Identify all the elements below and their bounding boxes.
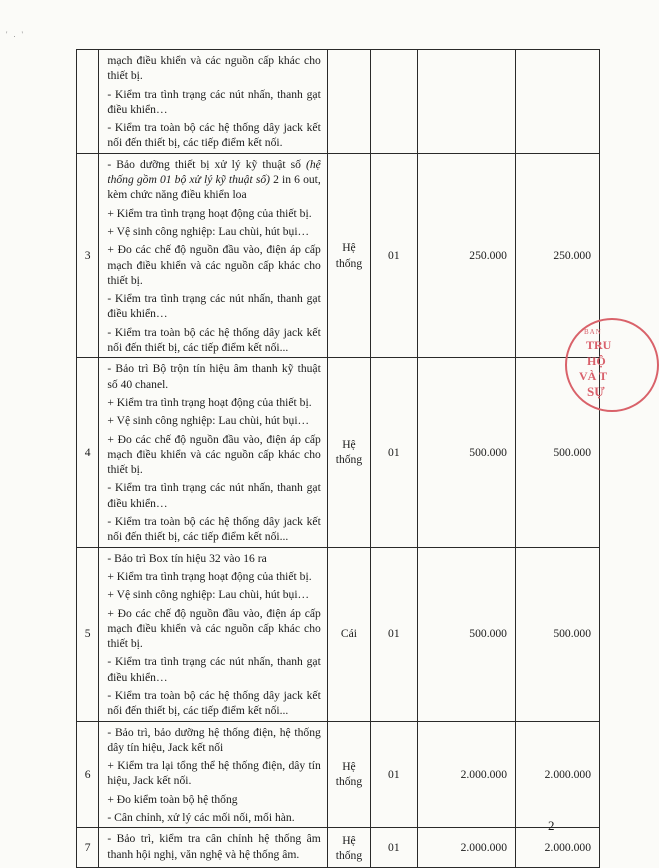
row-content bbox=[99, 50, 327, 154]
row-qty: 01 bbox=[371, 828, 417, 868]
intro-rest-text: 2 in 6 out, kèm chức năng điều khiển loa bbox=[107, 173, 321, 202]
content-line: - Bảo trì, kiểm tra cân chỉnh hệ thống âm thanh hội nghị, văn nghệ và hệ thống âm. bbox=[107, 832, 321, 861]
content-line: + Đo các chế độ nguồn đầu vào, điện áp cấp mạch điều khiển và các nguồn cấp khác cho thiết bị. bbox=[107, 606, 321, 651]
row-content bbox=[99, 721, 327, 828]
content-line: - Cân chỉnh, xử lý các mối nối, mối hàn. bbox=[107, 811, 295, 825]
row-total: 500.000 bbox=[515, 547, 599, 721]
row-qty: 01 bbox=[371, 358, 417, 547]
row-price bbox=[417, 50, 515, 154]
row-content bbox=[99, 153, 327, 358]
content-line: + Kiểm tra lại tổng thể hệ thống điện, dây tín hiệu, Jack kết nối. bbox=[107, 759, 321, 788]
content-line: + Vệ sinh công nghiệp: Lau chùi, hút bụi… bbox=[107, 224, 310, 238]
row-unit: Cái bbox=[327, 547, 370, 721]
row-price: 2.000.000 bbox=[417, 721, 515, 828]
row-qty: 01 bbox=[371, 721, 417, 828]
row-stt: 5 bbox=[77, 547, 99, 721]
row-total bbox=[515, 50, 599, 154]
content-line: - Bảo trì Box tín hiệu 32 vào 16 ra bbox=[107, 551, 267, 565]
table-row bbox=[77, 50, 600, 154]
row-total: 500.000 bbox=[515, 358, 599, 547]
table-row bbox=[77, 153, 600, 358]
stamp-text: BAN bbox=[584, 328, 602, 336]
table-row bbox=[77, 358, 600, 547]
stamp-text: HỘ bbox=[587, 354, 606, 368]
stamp-text: SỰ bbox=[587, 384, 605, 399]
page-number: 2 bbox=[548, 818, 555, 833]
row-stt: 4 bbox=[77, 358, 99, 547]
row-unit: Hệ thống bbox=[327, 721, 370, 828]
content-line: - Bảo trì, bảo dưỡng hệ thống điện, hệ thống dây tín hiệu, Jack kết nối bbox=[107, 725, 321, 754]
content-line: - Kiểm tra tình trạng các nút nhấn, thanh gạt điều khiển… bbox=[107, 87, 321, 116]
row-qty: 01 bbox=[371, 153, 417, 358]
row-total: 2.000.000 bbox=[515, 828, 599, 868]
maintenance-table bbox=[76, 49, 600, 868]
content-line: + Vệ sinh công nghiệp: Lau chùi, hút bụi… bbox=[107, 414, 310, 428]
row-price: 500.000 bbox=[417, 358, 515, 547]
row-stt bbox=[77, 50, 99, 154]
content-line: + Kiểm tra tình trạng hoạt động của thiết bị. bbox=[107, 569, 312, 583]
row-price: 2.000.000 bbox=[417, 828, 515, 868]
stamp-text: VÀ T bbox=[579, 369, 608, 383]
row-qty: 01 bbox=[371, 547, 417, 721]
table-row bbox=[77, 721, 600, 828]
content-line: - Kiểm tra toàn bộ các hệ thống dây jack kết nối đến thiết bị, các tiếp điểm kết nối... bbox=[107, 515, 321, 544]
red-seal-stamp bbox=[565, 318, 659, 412]
content-line: - Kiểm tra tình trạng các nút nhấn, thanh gạt điều khiển… bbox=[107, 481, 321, 510]
row-qty bbox=[371, 50, 417, 154]
row-stt: 3 bbox=[77, 153, 99, 358]
content-line: + Đo kiểm toàn bộ hệ thống bbox=[107, 792, 238, 806]
row-price: 250.000 bbox=[417, 153, 515, 358]
content-line: + Kiểm tra tình trạng hoạt động của thiết bị. bbox=[107, 395, 312, 409]
row-unit: Hệ thống bbox=[327, 358, 370, 547]
row-price: 500.000 bbox=[417, 547, 515, 721]
content-line: + Đo các chế độ nguồn đầu vào, điện áp cấp mạch điều khiển và các nguồn cấp khác cho thiết bị. bbox=[107, 432, 321, 477]
row-content bbox=[99, 828, 327, 868]
row-unit bbox=[327, 50, 370, 154]
intro-italic-text: (hệ thống gồm 01 bộ xử lý kỹ thuật số) bbox=[107, 157, 321, 187]
row-content bbox=[99, 547, 327, 721]
row-stt: 7 bbox=[77, 828, 99, 868]
content-line: + Vệ sinh công nghiệp: Lau chùi, hút bụi… bbox=[107, 588, 310, 602]
row-unit: Hệ thống bbox=[327, 153, 370, 358]
row-unit: Hệ thống bbox=[327, 828, 370, 868]
content-line: - Kiểm tra tình trạng các nút nhấn, thanh gạt điều khiển… bbox=[107, 292, 321, 321]
intro-text: - Bảo dưỡng thiết bị xử lý kỹ thuật số bbox=[107, 157, 306, 171]
row-total: 250.000 bbox=[515, 153, 599, 358]
content-line: - Kiểm tra toàn bộ các hệ thống dây jack kết nối đến thiết bị, các tiếp điểm kết nối... bbox=[107, 688, 321, 718]
content-line: - Kiểm tra toàn bộ các hệ thống dây jack kết nối đến thiết bị, các tiếp điểm kết nối. bbox=[107, 121, 321, 150]
content-line: + Đo các chế độ nguồn đầu vào, điện áp cấp mạch điều khiển và các nguồn cấp khác cho thiết bị. bbox=[107, 243, 321, 287]
table-row bbox=[77, 828, 600, 868]
content-line: - Bảo trì Bộ trộn tín hiệu âm thanh kỹ thuật số 40 chanel. bbox=[107, 362, 321, 391]
row-total: 2.000.000 bbox=[515, 721, 599, 828]
row-stt: 6 bbox=[77, 721, 99, 828]
content-line: - Kiểm tra toàn bộ các hệ thống dây jack kết nối đến thiết bị, các tiếp điểm kết nối... bbox=[107, 325, 321, 355]
content-line-intro bbox=[107, 157, 320, 203]
content-line: + Kiểm tra tình trạng hoạt động của thiết bị. bbox=[107, 206, 312, 220]
row-content bbox=[99, 358, 327, 547]
content-line: mạch điều khiển và các nguồn cấp khác cho thiết bị. bbox=[107, 54, 321, 83]
table-row bbox=[77, 547, 600, 721]
content-line: - Kiểm tra tình trạng các nút nhấn, thanh gạt điều khiển… bbox=[107, 655, 321, 684]
scan-mark: ' . ' bbox=[6, 30, 25, 39]
stamp-text: TRU bbox=[586, 338, 612, 352]
